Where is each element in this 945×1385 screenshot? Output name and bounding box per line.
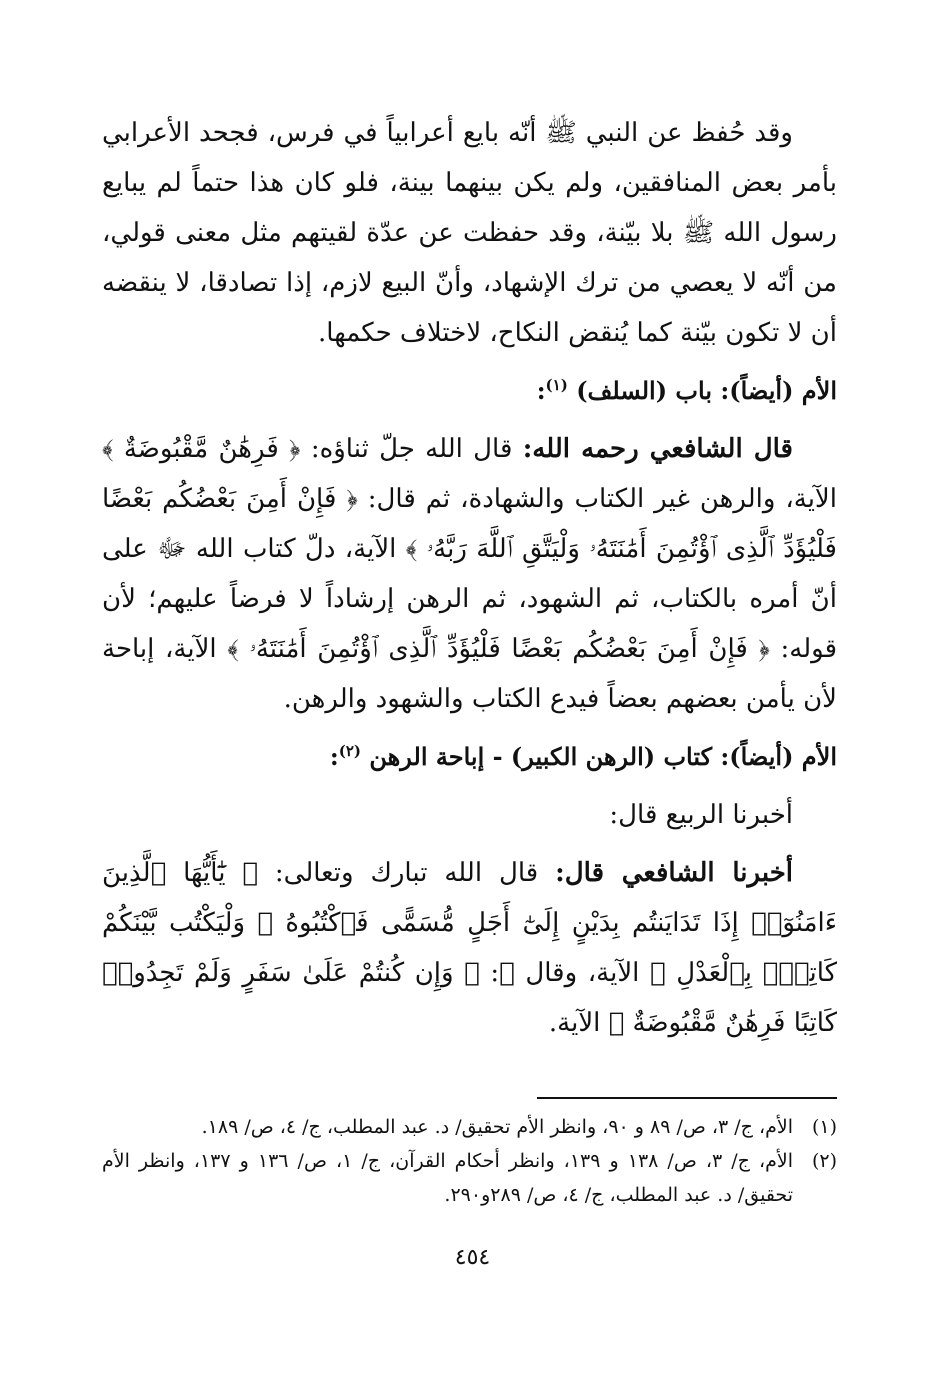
heading-colon: : <box>536 376 546 405</box>
footnote-text: الأم، ج/ ٣، ص/ ١٣٨ و ١٣٩، وانظر أحكام القرآن، ج/ ١، ص/ ١٣٦ و ١٣٧، وانظر الأم تحقيق/ د. عبد المطلب، ج/ ٤، ص/ ٢٨٩و٢٩٠. <box>102 1150 793 1206</box>
footnote-text: الأم، ج/ ٣، ص/ ٨٩ و ٩٠، وانظر الأم تحقيق/ د. عبد المطلب، ج/ ٤، ص/ ١٨٩. <box>201 1116 793 1138</box>
footnote-divider <box>537 1097 837 1099</box>
speaker-lead: قال الشافعي رحمه الله: <box>522 434 793 464</box>
page-number: ٤٥٤ <box>454 1245 491 1270</box>
footnote-number: (٢) <box>811 1150 837 1172</box>
heading-colon: : <box>329 742 339 771</box>
paragraph-2 <box>102 424 837 724</box>
footnotes <box>102 1110 837 1212</box>
footnote-2 <box>102 1144 837 1212</box>
paragraph-3: أخبرنا الربيع قال: <box>609 800 793 830</box>
heading-text: الأم (أيضاً): باب (السلف) <box>576 376 837 405</box>
paragraph-4 <box>102 848 837 1048</box>
paragraph-text: قال الله جلّ ثناؤه: ﴿ فَرِهَٰنٌ مَّقْبُوضَةٌ ﴾ الآية، والرهن غير الكتاب والشهادة، ثم قال: ﴿ فَإِنْ أَمِنَ بَعْضُكُم بَعْضًا فَلْيُؤَدِّ ٱلَّذِى ٱؤْتُمِنَ أَمَٰنَتَهُۥ وَلْيَتَّقِ ٱللَّهَ رَبَّهُۥ ﴾ الآية، دلّ كتاب الله ﷻ على أنّ أمره بالكتاب، ثم الشهود، ثم الرهن إرشاداً لا فرضاً عليهم؛ لأن قوله: ﴿ فَإِنْ أَمِنَ بَعْضُكُم بَعْضًا فَلْيُؤَدِّ ٱلَّذِى ٱؤْتُمِنَ أَمَٰنَتَهُۥ ﴾ الآية، إباحة لأن يأمن بعضهم بعضاً فيدع الكتاب والشهود والرهن. <box>102 434 837 714</box>
heading-text: الأم (أيضاً): كتاب (الرهن الكبير) - إباحة الرهن <box>369 742 837 771</box>
section-heading-salaf <box>102 366 837 416</box>
body-text <box>102 108 837 1048</box>
speaker-lead: أخبرنا الشافعي قال: <box>555 858 793 888</box>
section-heading-rahn <box>102 732 837 782</box>
footnote-ref-2[interactable]: (٢) <box>338 742 362 760</box>
footnote-1 <box>102 1110 837 1144</box>
paragraph-text: قال الله تبارك وتعالى: ﴿ يَٰٓأَيُّهَا ٱلَّذِينَ ءَامَنُوٓا۟ إِذَا تَدَايَنتُم بِدَيْنٍ إِلَىٰٓ أَجَلٍ مُّسَمًّى فَٱكْتُبُوهُ ۚ وَلْيَكْتُب بَّيْنَكُمْ كَاتِبٌۢ بِٱلْعَدْلِ ﴾ الآية، وقال ﷻ: ﴿ وَإِن كُنتُمْ عَلَىٰ سَفَرٍ وَلَمْ تَجِدُوا۟ كَاتِبًا فَرِهَٰنٌ مَّقْبُوضَةٌ ﴾ الآية. <box>102 858 837 1038</box>
paragraph-1: وقد حُفظ عن النبي ﷺ أنّه بايع أعرابياً في فرس، فجحد الأعرابي بأمر بعض المنافقين، ولم يكن بينهما بينة، فلو كان هذا حتماً لم يبايع رسول الله ﷺ بلا بيّنة، وقد حفظت عن عدّة لقيتهم مثل معنى قولي، من أنّه لا يعصي من ترك الإشهاد، وأنّ البيع لازم، إذا تصادقا، لا ينقضه أن لا تكون بيّنة كما يُنقض النكاح، لاختلاف حكمها. <box>102 118 837 348</box>
footnote-ref-1[interactable]: (١) <box>545 376 568 394</box>
footnote-number: (١) <box>811 1116 837 1138</box>
